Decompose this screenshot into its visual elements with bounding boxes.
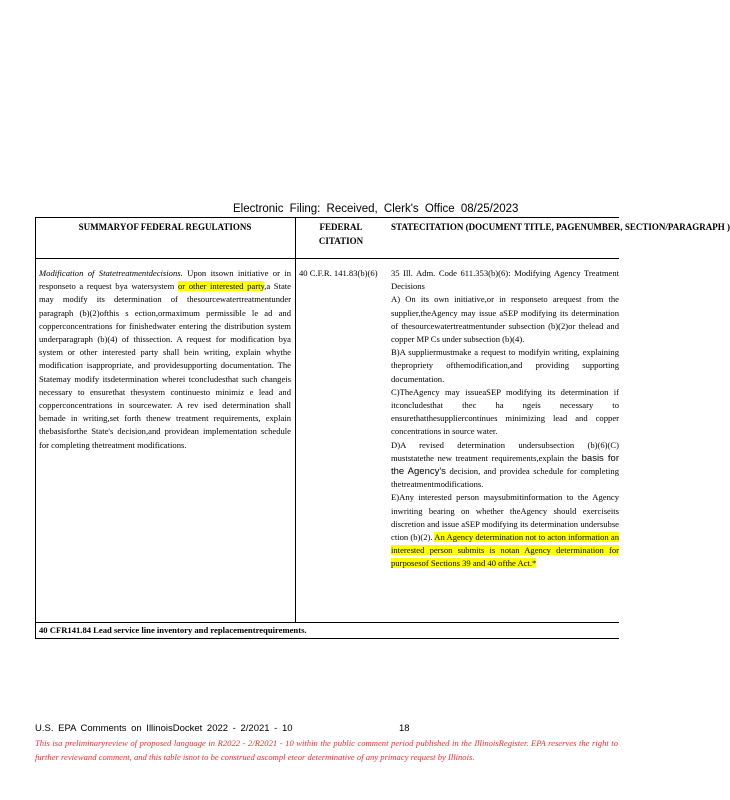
state-paragraph-c: C)TheAgency may issueaSEP modifying its determination if itconcludesthat thec ha ngeis necessary to ensurethatthesuppliercontinues minimizing lead and copper concentrations in source water. (391, 386, 619, 437)
header-federal-citation: FEDERAL CITATION (318, 222, 364, 246)
state-citation-cell (385, 259, 619, 622)
state-intro: 35 Ill. Adm. Code 611.353(b)(6): Modifying Agency Treatment Decisions (391, 268, 619, 292)
state-paragraph-b: B)A suppliermustmake a request to modifyin writing, explaining thepropriety ofthemodification,and providing supporting documentation. (391, 347, 619, 384)
summary-text-rest: ,a State may modify its determination of thesourcewatertreatmentunder paragraph (b)(2)ofthis s ection,ormaximum permissible le ad and copperconcentrations for finishedwater entering the distribution system underparagraph (b)(4) of thissection. A request for modification bya system or other interested party shall bein writing, explain whythe modification isappropriate, and providesupporting documentation. The Statemay modify itsdetermination wherei tconcludesthat such changeis necessary to ensurethat thesystem continuesto minimiz e lead and copperconcentrations in sourcewater. A rev ised determination shall bemade in writing,set forth thenew treatment requirements, explain thebasisforthe State's decision,and providean implementation schedule for completing thetreatment modifications. (39, 281, 291, 450)
table-row-lead-service-line: 40 CFR141.84 Lead service line inventory and replacementrequirements. (36, 622, 619, 638)
filing-stamp: Electronic Filing: Received, Clerk's Office 08/25/2023 (233, 203, 519, 215)
comparison-table (35, 217, 730, 639)
state-paragraph-a: A) On its own initiative,or in responseto arequest from the supplier,theAgency may issue aSEP modifying its determination of thesourcewatertreatmentunder subsection (b)(2)or thelead and copper MP Cs under subsection (b)(4). (391, 294, 619, 345)
summary-text-start: Upon itsown initiative or in responseto a request bya watersystem (39, 268, 291, 292)
summary-cell (36, 259, 296, 622)
header-state-citation: STATECITATION (DOCUMENT TITLE, PAGENUMBER, SECTION/PARAGRAPH ) (391, 222, 730, 232)
page-number: 18 (399, 723, 410, 734)
page-footer (35, 723, 618, 734)
federal-citation-cell: 40 C.F.R. 141.83(b)(6) (299, 268, 378, 278)
disclaimer-text: This isa preliminaryreview of proposed language in R2022 - 2/R2021 - 10 within the public comment period published in the IllinoisRegister. EPA reserves the right to further reviewand comment, and this table isnot to be construed ascompl eteor determinative of any primacy request by Illinois. (35, 738, 618, 762)
table-row-modification (36, 259, 619, 622)
header-summary: SUMMARYOF FEDERAL REGULATIONS (36, 218, 296, 258)
state-e-start: E)Any interested person maysubmitinformation to the Agency inwriting bearing on whether theAgency should exerciseits discretion and issue aSEP modifying its determination undersubse ction (b)(2). (391, 492, 619, 543)
footer-docket: U.S. EPA Comments on IllinoisDocket 2022 - 2/2021 - 10 (35, 723, 293, 734)
state-d-start: D)A revised determination undersubsection (b)(6)(C) muststatethe new treatment requirements,explain the (391, 439, 619, 463)
state-d-end: decision, and providea schedule for completing thetreatmentmodifications. (391, 466, 619, 490)
table-header-row (36, 218, 730, 259)
summary-title: Modification of Statetreatmentdecisions. (39, 268, 183, 278)
summary-highlight: or other interested party (177, 281, 265, 292)
state-paragraph-d (391, 439, 619, 492)
state-d-larger-text: basis for the Agency's (391, 452, 619, 478)
state-e-highlight: An Agency determination not to acton information an interested person submits is notan Agency determination for purposesof Sections 39 and 40 ofthe Act.* (391, 532, 619, 569)
state-paragraph-e (391, 491, 619, 570)
